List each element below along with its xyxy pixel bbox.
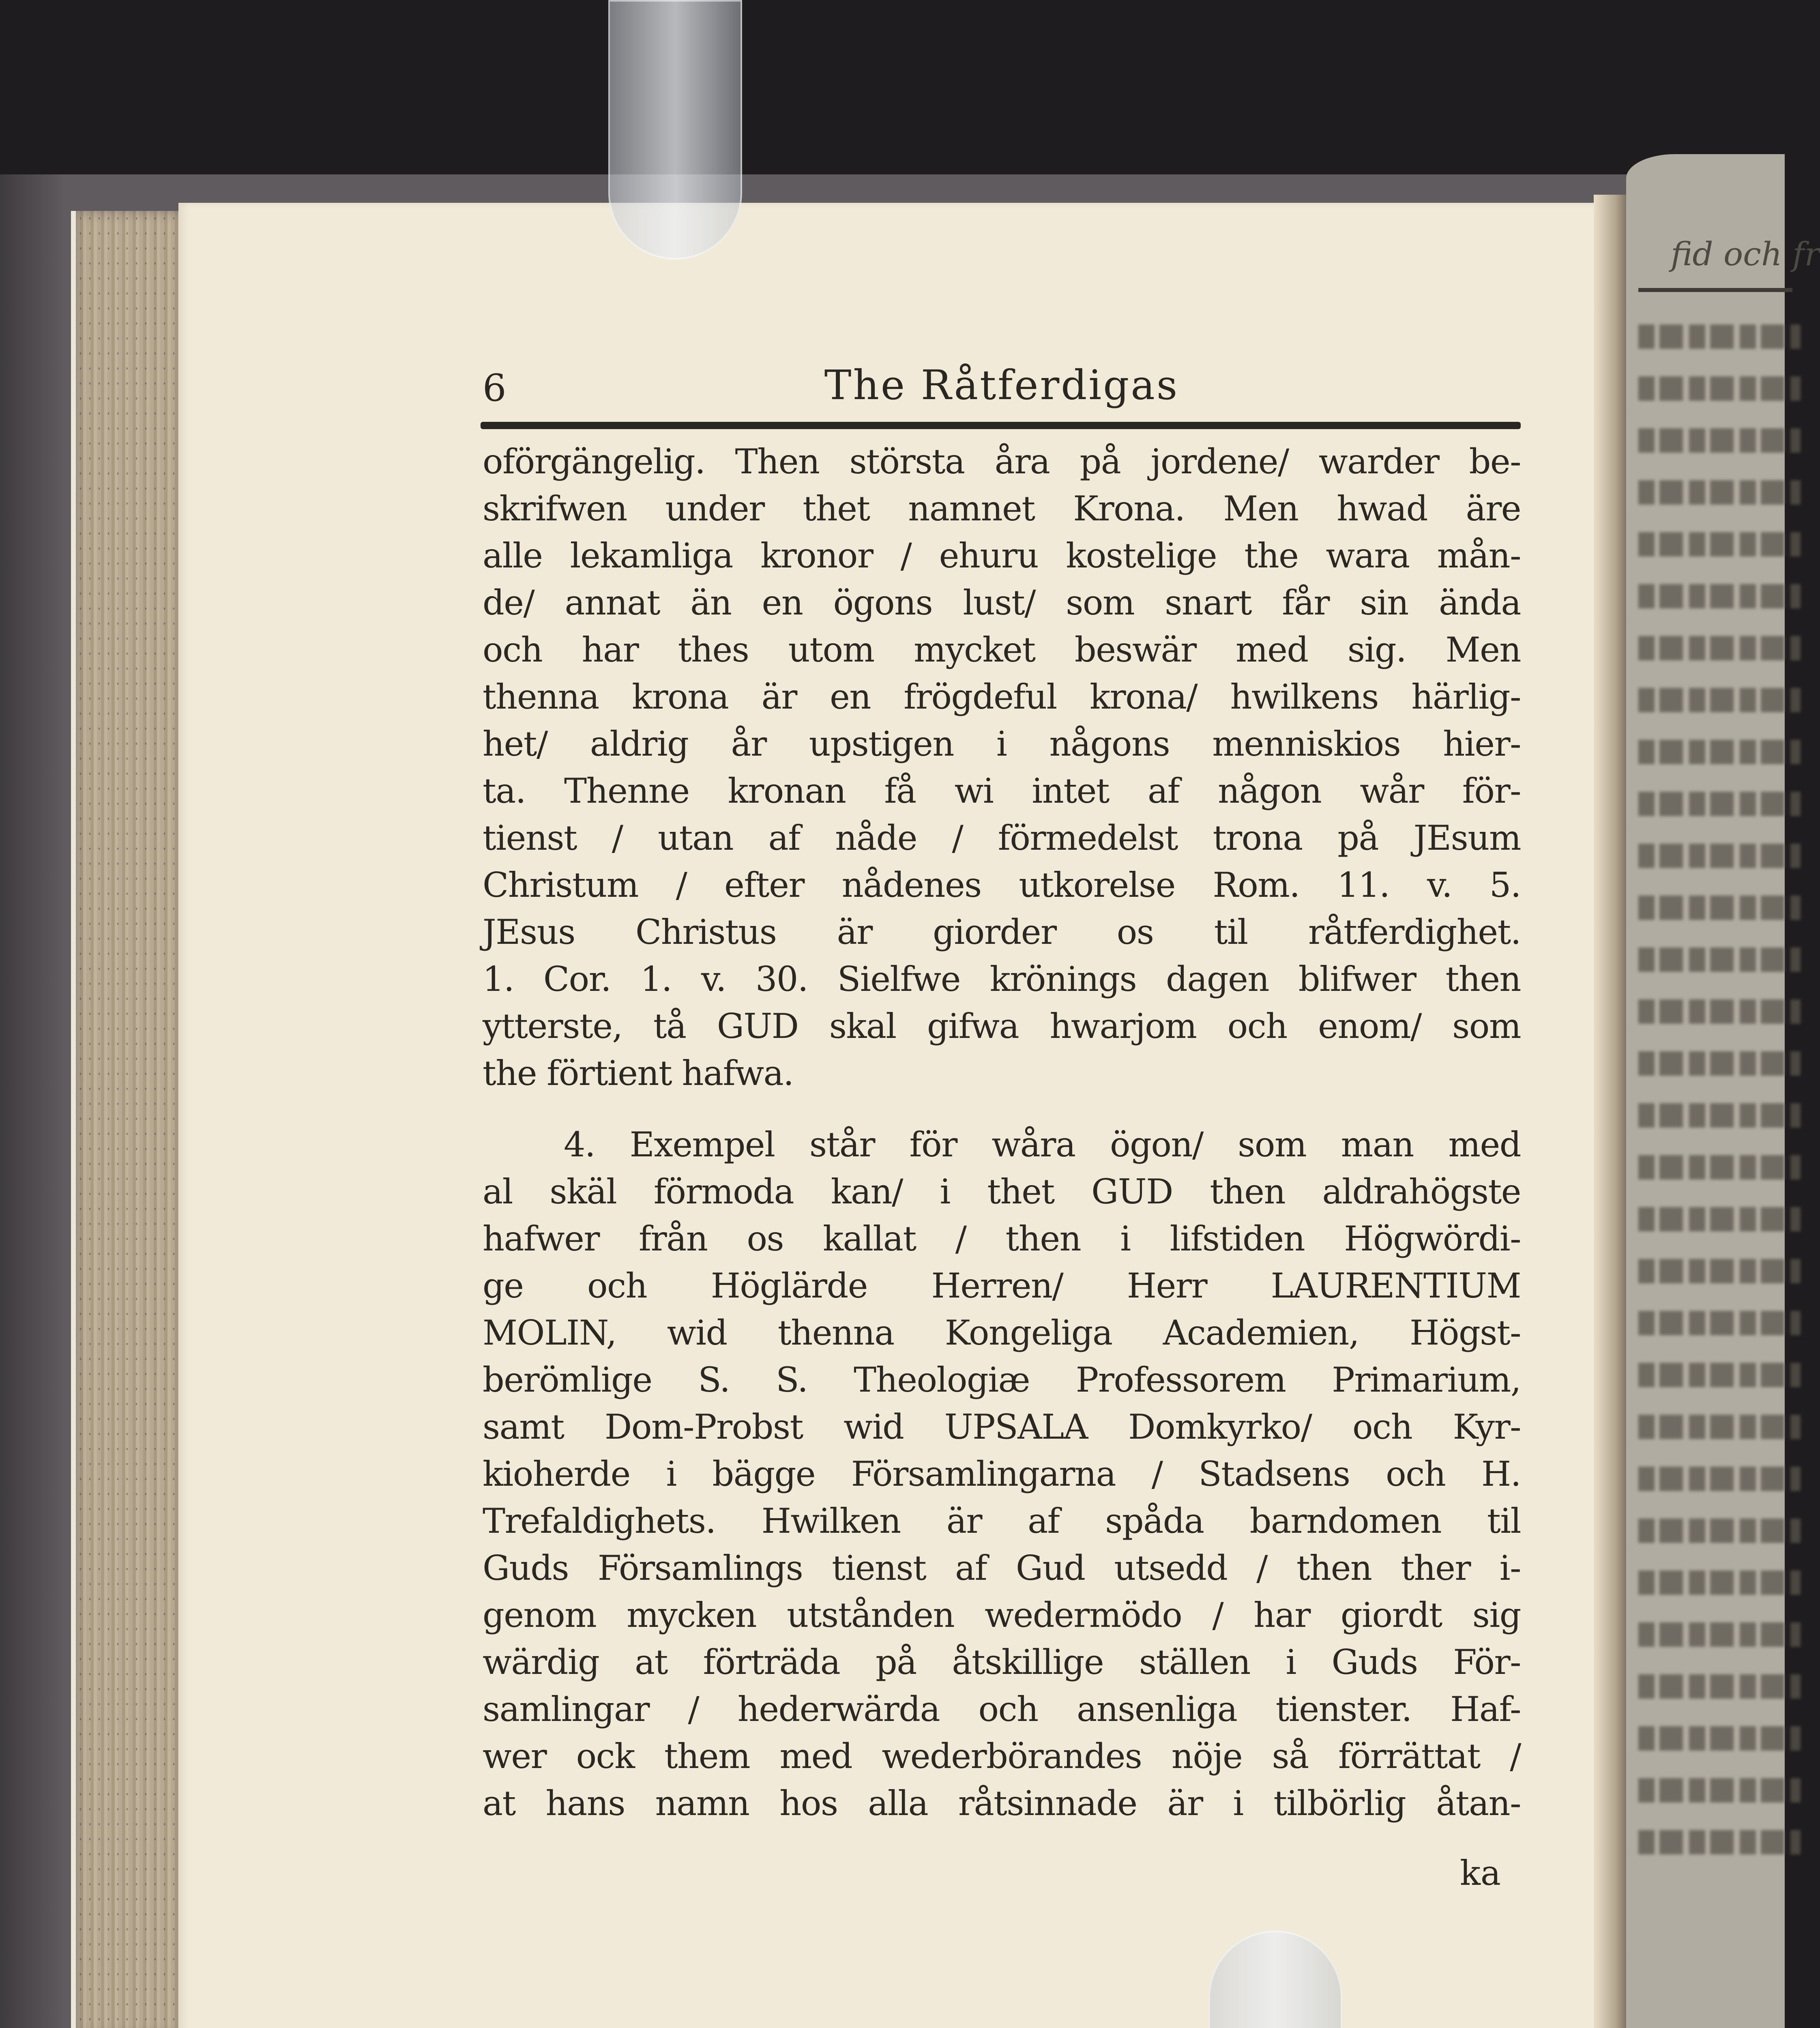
text-line: at hans namn hos alla råtsinnade är i tilbörlig åtan- (483, 1783, 1521, 1823)
text-line: skrifwen under thet namnet Krona. Men hwad äre (483, 489, 1521, 528)
text-line: wer ock them med wederbörandes nöje så förrättat / (483, 1736, 1521, 1776)
page-body (483, 438, 1521, 1827)
text-line: alle lekamliga kronor / ehuru kostelige the wara mån- (483, 536, 1521, 576)
text-line: Trefaldighets. Hwilken är af spåda barndomen til (483, 1501, 1521, 1541)
text-line: berömlige S. S. Theologiæ Professorem Primarium, (483, 1360, 1521, 1400)
text-line: samt Dom-Probst wid UPSALA Domkyrko/ och Kyr- (483, 1407, 1521, 1447)
text-line: ytterste, tå GUD skal gifwa hwarjom och enom/ som (483, 1006, 1521, 1046)
text-line: oförgängelig. Then största åra på jordene/ warder be- (483, 442, 1521, 481)
paragraph-2 (483, 1121, 1521, 1827)
text-line: wärdig at förträda på åtskillige ställen i Guds För- (483, 1642, 1521, 1682)
paragraph-gap (483, 1097, 1521, 1121)
page-holder-clip-top (608, 0, 742, 260)
text-line: genom mycken utstånden wedermödo / har giordt sig (483, 1595, 1521, 1635)
text-line: 4. Exempel står för wåra ögon/ som man med (564, 1125, 1521, 1164)
text-line: Christum / efter nådenes utkorelse Rom. 11. v. 5. (483, 865, 1521, 905)
text-line: de/ annat än en ögons lust/ som snart får sin ända (483, 583, 1521, 623)
text-line: tienst / utan af nåde / förmedelst trona på JEsum (483, 818, 1521, 858)
text-line: thenna krona är en frögdeful krona/ hwilkens härlig- (483, 677, 1521, 717)
facing-page-rule (1638, 288, 1792, 292)
text-line: och har thes utom mycket beswär med sig. Men (483, 630, 1521, 670)
page-header (483, 361, 1521, 414)
text-line: het/ aldrig år upstigen i någons menniskios hier- (483, 724, 1521, 764)
facing-page-running-title: fid och fr (1671, 235, 1820, 273)
book-gutter (1594, 195, 1630, 2028)
paragraph-1 (483, 438, 1521, 1097)
text-line: Guds Församlings tienst af Gud utsedd / then ther i- (483, 1548, 1521, 1588)
mount-shadow (0, 174, 65, 2028)
text-line: the förtient hafwa. (483, 1053, 794, 1093)
header-rule (481, 422, 1521, 429)
text-line: MOLIN, wid thenna Kongeliga Academien, Högst- (483, 1313, 1521, 1353)
text-line: samlingar / hederwärda och ansenliga tienster. Haf- (483, 1689, 1521, 1729)
catchword: ka (1460, 1853, 1501, 1893)
text-line: hafwer från os kallat / then i lifstiden Högwördi- (483, 1219, 1521, 1259)
text-line: al skäl förmoda kan/ i thet GUD then aldrahögste (483, 1172, 1521, 1212)
text-line: ge och Höglärde Herren/ Herr LAURENTIUM (483, 1266, 1521, 1306)
running-title: The Råtferdigas (824, 361, 1179, 409)
page-number: 6 (483, 366, 507, 410)
book-page-edges (71, 211, 185, 2028)
text-line: 1. Cor. 1. v. 30. Sielfwe krönings dagen blifwer then (483, 959, 1521, 999)
text-line: ta. Thenne kronan få wi intet af någon wår för- (483, 771, 1521, 811)
text-line: JEsus Christus är giorder os til råtferdighet. (483, 912, 1521, 952)
facing-page (1626, 154, 1820, 2028)
facing-page-text-blur (1638, 324, 1801, 1882)
text-line: kioherde i bägge Församlingarna / Stadsens och H. (483, 1454, 1521, 1494)
